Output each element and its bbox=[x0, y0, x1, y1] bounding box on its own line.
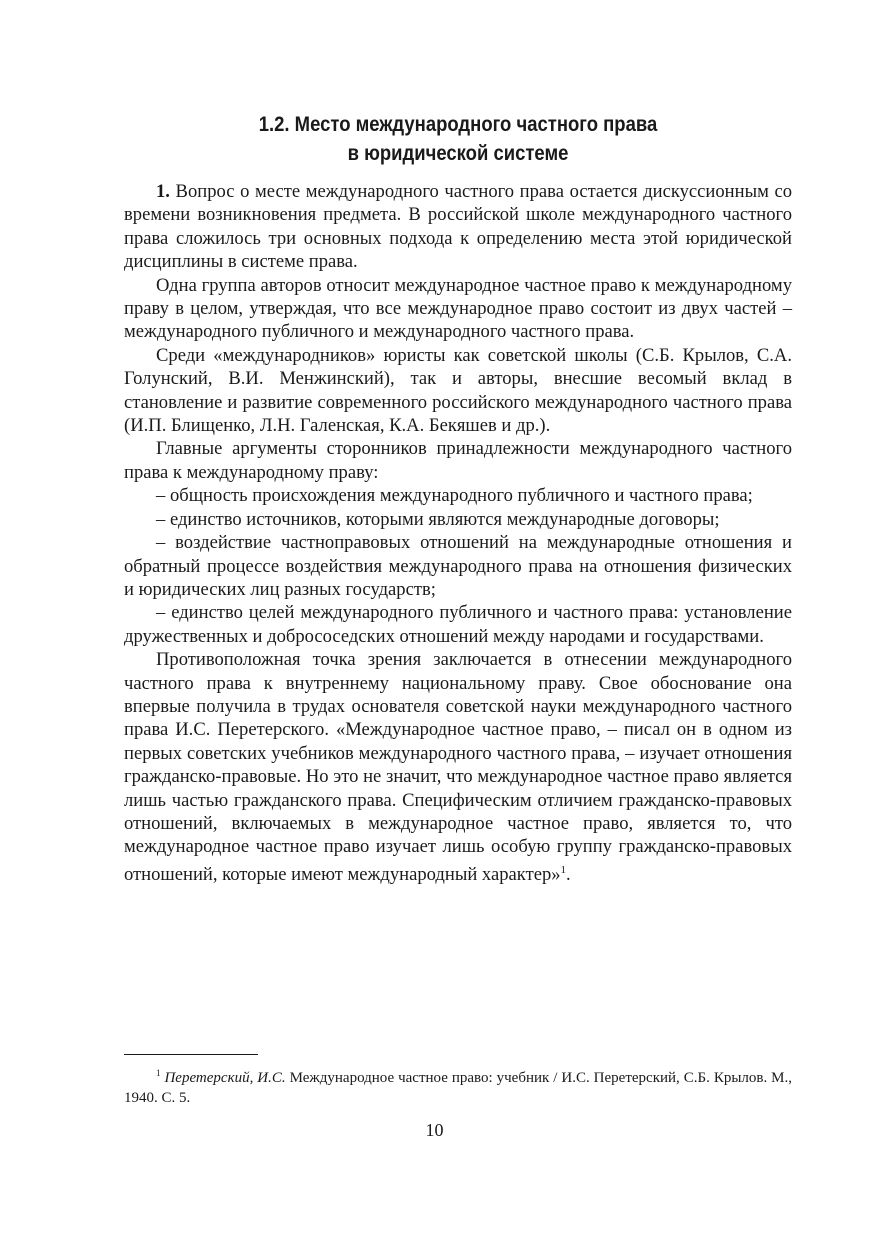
list-item-3: – воздействие частноправовых отношений на международные отношения и обратный процессе воздействия международного права на отношения физических и юридических лиц разных государств; bbox=[124, 532, 792, 600]
footnote-marker: 1 bbox=[156, 1068, 161, 1078]
paragraph-3: Среди «международников» юристы как советской школы (С.Б. Крылов, С.А. Голунский, В.И. Менжинский), так и авторы, внесшие весомый вклад в становление и развитие современного российского международного частного права (И.П. Блищенко, Л.Н. Галенская, К.А. Бекяшев и др.). bbox=[124, 344, 792, 437]
paragraph-number: 1. bbox=[156, 181, 170, 202]
paragraph-9-text: Противоположная точка зрения заключается в отнесении международного частного права к внутреннему национальному праву. Свое обоснование она впервые получила в трудах основателя советской науки международного частного права И.С. Перетерского. «Международное частное право, – писал он в одном из первых советских учебников международного частного права, – изучает отношения гражданско-правовые. Но это не значит, что международное частное право является лишь частью гражданского права. Специфическим отличием гражданско-правовых отношений, включаемых в международное частное право, является то, что международное частное право изучает лишь особую группу гражданско-правовых отношений, которые имеют международный характер» bbox=[124, 649, 792, 885]
paragraph-9-end: . bbox=[566, 863, 571, 885]
paragraph-4: Главные аргументы сторонников принадлежности международного частного права к международному праву: bbox=[124, 438, 792, 483]
section-title-line-1: 1.2. Место международного частного права bbox=[258, 113, 658, 136]
footnote-author: Перетерский, И.С. bbox=[164, 1070, 286, 1086]
list-item-4: – единство целей международного публичного и частного права: установление дружественных и добрососедских отношений между народами и государствами. bbox=[124, 602, 792, 647]
footnote-divider bbox=[124, 1054, 258, 1055]
list-item-2: – единство источников, которыми являются международные договоры; bbox=[156, 508, 720, 530]
paragraph-1-text: Вопрос о месте международного частного права остается дискуссионным со времени возникновения предмета. В российской школе международного частного права сложилось три основных подхода к определению места этой юридической дисциплины в системе права. bbox=[124, 181, 792, 273]
section-title bbox=[164, 110, 752, 168]
footnote-reference: 1 bbox=[560, 863, 567, 876]
paragraph-9 bbox=[124, 648, 792, 886]
section-title-line-2: в юридической системе bbox=[347, 142, 569, 165]
paragraph-1 bbox=[124, 180, 792, 274]
body-text bbox=[124, 180, 792, 886]
footnote bbox=[124, 1063, 792, 1108]
footnote-text: Международное частное право: учебник / И.С. Перетерский, С.Б. Крылов. М., 1940. С. 5. bbox=[124, 1070, 793, 1106]
paragraph-2: Одна группа авторов относит международное частное право к международному праву в целом, утверждая, что все международное право состоит из двух частей – международного публичного и международного частного права. bbox=[124, 274, 792, 343]
list-item-1: – общность происхождения международного публичного и частного права; bbox=[156, 485, 753, 507]
page-number: 10 bbox=[425, 1120, 444, 1140]
